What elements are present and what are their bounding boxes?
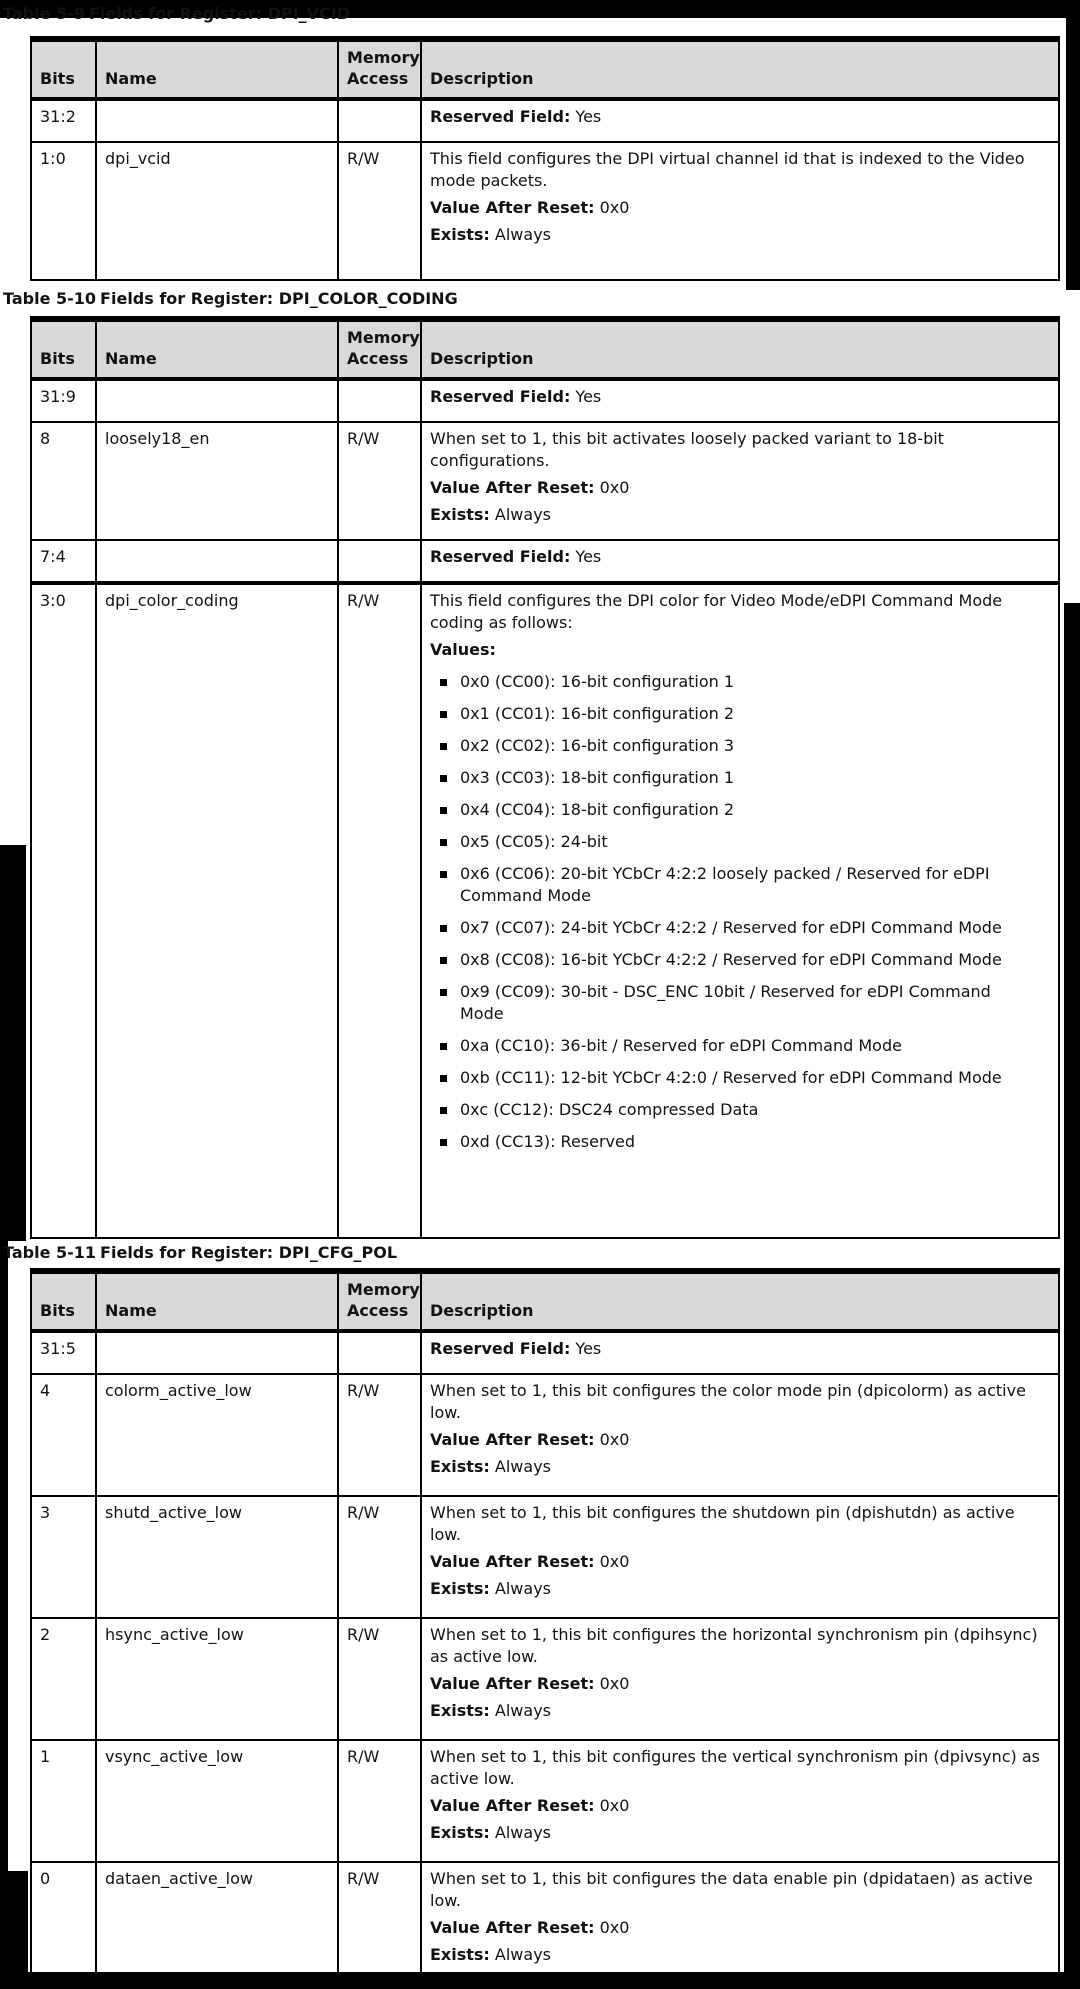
description-bold-label: Value After Reset: (430, 1552, 595, 1571)
description-text: Always (489, 1579, 551, 1598)
name-cell (96, 1331, 338, 1374)
description-cell (421, 583, 1059, 1238)
column-header-memory-access: Memory Access (338, 39, 421, 99)
description-bold-label: Value After Reset: (430, 1674, 595, 1693)
description-text: Always (489, 1701, 551, 1720)
description-bold-label: Exists: (430, 1457, 490, 1476)
column-header-name: Name (96, 39, 338, 99)
description-bold-label: Value After Reset: (430, 1796, 595, 1815)
value-list-text: 0x1 (CC01): 16-bit configuration 2 (460, 704, 735, 723)
name-cell: hsync_active_low (96, 1618, 338, 1740)
value-list-item (440, 917, 1050, 939)
memory-access-cell: R/W (338, 583, 421, 1238)
description-cell (421, 142, 1059, 280)
column-header-name: Name (96, 1271, 338, 1331)
register-table (30, 1268, 1060, 1985)
description-text: 0x0 (594, 1674, 630, 1693)
description-cell (421, 422, 1059, 540)
name-cell: dpi_vcid (96, 142, 338, 280)
scan-border-right-top (1066, 0, 1080, 290)
table-row (31, 99, 1059, 142)
column-header-memory-access: Memory Access (338, 319, 421, 379)
memory-access-cell: R/W (338, 1862, 421, 1984)
column-header-bits: Bits (31, 319, 96, 379)
description-paragraph (430, 1551, 1050, 1573)
value-list-item (440, 735, 1050, 757)
description-paragraph (430, 197, 1050, 219)
value-list-item (440, 767, 1050, 789)
description-paragraph (430, 1456, 1050, 1478)
bits-cell: 31:2 (31, 99, 96, 142)
memory-access-cell (338, 379, 421, 422)
memory-access-cell (338, 99, 421, 142)
description-cell (421, 1331, 1059, 1374)
value-list-item (440, 671, 1050, 693)
description-paragraph (430, 1700, 1050, 1722)
bullet-square-icon (440, 839, 447, 846)
memory-access-cell: R/W (338, 1618, 421, 1740)
description-bold-label: Exists: (430, 1945, 490, 1964)
bits-cell: 4 (31, 1374, 96, 1496)
description-bold-label: Reserved Field: (430, 547, 571, 566)
value-list-item (440, 949, 1050, 971)
name-cell: dpi_color_coding (96, 583, 338, 1238)
bullet-square-icon (440, 775, 447, 782)
description-bold-label: Values: (430, 640, 496, 659)
table-body (31, 1331, 1059, 1984)
description-bold-label: Exists: (430, 225, 490, 244)
description-paragraph (430, 106, 1050, 128)
value-list-text: 0x0 (CC00): 16-bit configuration 1 (460, 672, 735, 691)
value-list-text: 0x6 (CC06): 20-bit YCbCr 4:2:2 loosely packed / Reserved for eDPI Command Mode (460, 864, 990, 905)
scan-border-right-bottom (1064, 603, 1080, 1989)
description-cell (421, 379, 1059, 422)
description-text: This field configures the DPI virtual channel id that is indexed to the Video mode packets. (430, 149, 1025, 190)
description-paragraph (430, 1502, 1050, 1546)
description-paragraph (430, 428, 1050, 472)
table-row (31, 1331, 1059, 1374)
bullet-square-icon (440, 871, 447, 878)
table-row (31, 583, 1059, 1238)
value-list-item (440, 799, 1050, 821)
column-header-name: Name (96, 319, 338, 379)
description-cell (421, 1374, 1059, 1496)
description-text: 0x0 (594, 1430, 630, 1449)
description-bold-label: Reserved Field: (430, 107, 571, 126)
description-bold-label: Reserved Field: (430, 1339, 571, 1358)
bits-cell: 3:0 (31, 583, 96, 1238)
value-list-item (440, 703, 1050, 725)
value-list-text: 0x4 (CC04): 18-bit configuration 2 (460, 800, 735, 819)
description-text: Always (489, 1945, 551, 1964)
bullet-square-icon (440, 1043, 447, 1050)
description-cell (421, 1862, 1059, 1984)
description-text: Always (489, 225, 551, 244)
memory-access-cell: R/W (338, 142, 421, 280)
description-paragraph (430, 1917, 1050, 1939)
description-paragraph (430, 1944, 1050, 1966)
description-cell (421, 1618, 1059, 1740)
description-paragraph (430, 386, 1050, 408)
column-header-memory-access: Memory Access (338, 1271, 421, 1331)
table-row (31, 142, 1059, 280)
value-list-text: 0xd (CC13): Reserved (460, 1132, 636, 1151)
value-list-text: 0x2 (CC02): 16-bit configuration 3 (460, 736, 735, 755)
description-text: When set to 1, this bit configures the data enable pin (dpidataen) as active low. (430, 1869, 1033, 1910)
description-text: Always (489, 1457, 551, 1476)
description-text: 0x0 (594, 1918, 630, 1937)
memory-access-cell (338, 540, 421, 583)
value-list-text: 0x5 (CC05): 24-bit (460, 832, 608, 851)
description-bold-label: Exists: (430, 1701, 490, 1720)
bits-cell: 0 (31, 1862, 96, 1984)
table-row (31, 1618, 1059, 1740)
bullet-square-icon (440, 989, 447, 996)
description-bold-label: Exists: (430, 1579, 490, 1598)
value-list-text: 0xc (CC12): DSC24 compressed Data (460, 1100, 759, 1119)
description-text: When set to 1, this bit configures the vertical synchronism pin (dpivsync) as active low. (430, 1747, 1040, 1788)
description-paragraph (430, 477, 1050, 499)
table-row (31, 1862, 1059, 1984)
register-table (30, 36, 1060, 281)
description-cell (421, 1740, 1059, 1862)
bullet-square-icon (440, 711, 447, 718)
scan-border-left-lower (0, 1871, 28, 1975)
header-row (31, 319, 1059, 379)
table-header (31, 1271, 1059, 1331)
bullet-square-icon (440, 679, 447, 686)
register-table (30, 316, 1060, 1239)
description-paragraph (430, 1578, 1050, 1600)
value-list-item (440, 1131, 1050, 1153)
column-header-bits: Bits (31, 39, 96, 99)
name-cell: loosely18_en (96, 422, 338, 540)
description-text: When set to 1, this bit configures the shutdown pin (dpishutdn) as active low. (430, 1503, 1015, 1544)
description-text: 0x0 (594, 198, 630, 217)
column-header-description: Description (421, 1271, 1059, 1331)
description-cell (421, 99, 1059, 142)
value-list-text: 0x7 (CC07): 24-bit YCbCr 4:2:2 / Reserved for eDPI Command Mode (460, 918, 1002, 937)
bits-cell: 1 (31, 1740, 96, 1862)
table-row (31, 1740, 1059, 1862)
description-bold-label: Reserved Field: (430, 387, 571, 406)
value-list-text: 0x3 (CC03): 18-bit configuration 1 (460, 768, 735, 787)
table-row (31, 379, 1059, 422)
description-paragraph (430, 1822, 1050, 1844)
table-caption-label: Table 5-9 (3, 4, 85, 23)
description-bold-label: Value After Reset: (430, 1918, 595, 1937)
table-caption-title: Fields for Register: DPI_VCID (88, 4, 350, 23)
header-row (31, 39, 1059, 99)
description-bold-label: Value After Reset: (430, 1430, 595, 1449)
value-list-item (440, 863, 1050, 907)
table-header (31, 319, 1059, 379)
bits-cell: 31:9 (31, 379, 96, 422)
bits-cell: 3 (31, 1496, 96, 1618)
header-row (31, 1271, 1059, 1331)
column-header-description: Description (421, 39, 1059, 99)
name-cell (96, 379, 338, 422)
description-paragraph (430, 546, 1050, 568)
table-caption (3, 4, 350, 24)
description-text: 0x0 (594, 1552, 630, 1571)
description-cell (421, 1496, 1059, 1618)
bits-cell: 1:0 (31, 142, 96, 280)
memory-access-cell: R/W (338, 1374, 421, 1496)
description-paragraph (430, 1380, 1050, 1424)
description-text: Yes (570, 387, 602, 406)
description-text: This field configures the DPI color for Video Mode/eDPI Command Mode coding as follows: (430, 591, 1003, 632)
scan-border-left-middle (0, 1241, 8, 1871)
description-paragraph (430, 639, 1050, 661)
name-cell (96, 99, 338, 142)
bullet-square-icon (440, 1075, 447, 1082)
description-text: Yes (570, 547, 602, 566)
description-paragraph (430, 1795, 1050, 1817)
table-caption-title: Fields for Register: DPI_CFG_POL (100, 1243, 398, 1262)
bullet-square-icon (440, 1107, 447, 1114)
bullet-square-icon (440, 1139, 447, 1146)
value-list-item (440, 831, 1050, 853)
bits-cell: 31:5 (31, 1331, 96, 1374)
name-cell: vsync_active_low (96, 1740, 338, 1862)
memory-access-cell: R/W (338, 422, 421, 540)
description-paragraph (430, 1868, 1050, 1912)
description-text: Yes (570, 107, 602, 126)
memory-access-cell: R/W (338, 1740, 421, 1862)
table-row (31, 422, 1059, 540)
bullet-square-icon (440, 925, 447, 932)
table-row (31, 1496, 1059, 1618)
memory-access-cell (338, 1331, 421, 1374)
description-text: Always (489, 505, 551, 524)
description-paragraph (430, 504, 1050, 526)
description-text: Yes (570, 1339, 602, 1358)
value-list-text: 0xa (CC10): 36-bit / Reserved for eDPI Command Mode (460, 1036, 902, 1055)
name-cell (96, 540, 338, 583)
table-caption-title: Fields for Register: DPI_COLOR_CODING (100, 289, 458, 308)
bullet-square-icon (440, 807, 447, 814)
memory-access-cell: R/W (338, 1496, 421, 1618)
bits-cell: 7:4 (31, 540, 96, 583)
description-paragraph (430, 1746, 1050, 1790)
description-paragraph (430, 1429, 1050, 1451)
description-text: When set to 1, this bit configures the horizontal synchronism pin (dpihsync) as active low. (430, 1625, 1038, 1666)
bits-cell: 8 (31, 422, 96, 540)
description-text: When set to 1, this bit configures the color mode pin (dpicolorm) as active low. (430, 1381, 1026, 1422)
bits-cell: 2 (31, 1618, 96, 1740)
table-caption (3, 1243, 397, 1263)
value-list-item (440, 1035, 1050, 1057)
description-text: 0x0 (594, 478, 630, 497)
column-header-bits: Bits (31, 1271, 96, 1331)
description-text: 0x0 (594, 1796, 630, 1815)
name-cell: dataen_active_low (96, 1862, 338, 1984)
table-body (31, 99, 1059, 280)
value-list-text: 0x8 (CC08): 16-bit YCbCr 4:2:2 / Reserved for eDPI Command Mode (460, 950, 1002, 969)
description-bold-label: Exists: (430, 505, 490, 524)
table-row (31, 1374, 1059, 1496)
table-caption (3, 289, 458, 309)
name-cell: colorm_active_low (96, 1374, 338, 1496)
description-bold-label: Value After Reset: (430, 198, 595, 217)
description-paragraph (430, 1338, 1050, 1360)
description-paragraph (430, 224, 1050, 246)
table-header (31, 39, 1059, 99)
table-caption-label: Table 5-10 (3, 289, 97, 308)
table-body (31, 379, 1059, 1238)
value-list-text: 0xb (CC11): 12-bit YCbCr 4:2:0 / Reserved for eDPI Command Mode (460, 1068, 1002, 1087)
column-header-description: Description (421, 319, 1059, 379)
table-row (31, 540, 1059, 583)
description-cell (421, 540, 1059, 583)
value-list-item (440, 981, 1050, 1025)
name-cell: shutd_active_low (96, 1496, 338, 1618)
description-paragraph (430, 148, 1050, 192)
scan-border-left-upper (0, 845, 26, 1241)
bullet-square-icon (440, 743, 447, 750)
description-paragraph (430, 1624, 1050, 1668)
value-list-text: 0x9 (CC09): 30-bit - DSC_ENC 10bit / Reserved for eDPI Command Mode (460, 982, 991, 1023)
value-list-item (440, 1099, 1050, 1121)
description-paragraph (430, 1673, 1050, 1695)
description-paragraph (430, 590, 1050, 634)
description-bold-label: Exists: (430, 1823, 490, 1842)
description-text: Always (489, 1823, 551, 1842)
description-bold-label: Value After Reset: (430, 478, 595, 497)
description-text: When set to 1, this bit activates loosely packed variant to 18-bit configurations. (430, 429, 944, 470)
table-caption-label: Table 5-11 (3, 1243, 97, 1262)
bullet-square-icon (440, 957, 447, 964)
value-list-item (440, 1067, 1050, 1089)
